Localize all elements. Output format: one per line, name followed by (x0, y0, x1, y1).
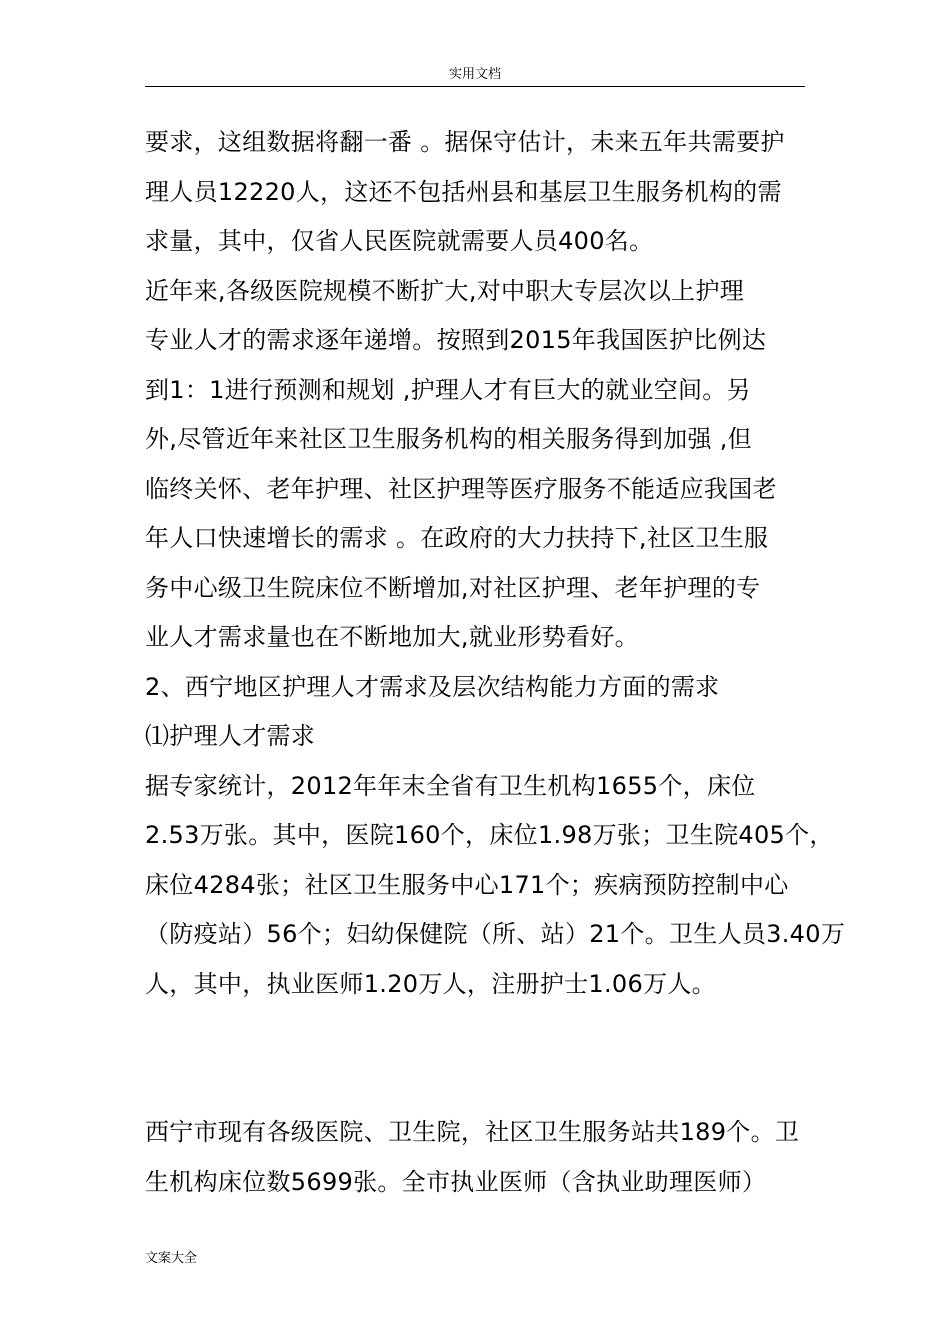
text-line: 专业人才的需求逐年递增。按照到2015年我国医护比例达 (145, 326, 767, 354)
page-footer (145, 1247, 197, 1266)
text-line: 临终关怀、老年护理、社区护理等医疗服务不能适应我国老 (145, 474, 777, 503)
footer-text: 文案大全 (145, 1251, 198, 1266)
paragraph-2 (145, 267, 810, 663)
document-body (145, 118, 846, 1207)
text-line: （防疫站）56个；妇幼保健院（所、站）21个。卫生人员3.40万 (145, 920, 846, 948)
page-header (145, 64, 805, 87)
header-title: 实用文档 (448, 67, 501, 82)
text-line: 务中心级卫生院床位不断增加,对社区护理、老年护理的专 (145, 573, 761, 602)
text-line: 床位4284张；社区卫生服务中心171个；疾病预防控制中心 (145, 870, 789, 899)
text-line: 要求，这组数据将翻一番 。据保守估计，未来五年共需要护 (145, 128, 785, 156)
text-line: 到1：1进行预测和规划 ,护理人才有巨大的就业空间。另 (145, 375, 751, 404)
paragraph-3 (145, 762, 846, 1010)
text-line: 生机构床位数5699张。全市执业医师（含执业助理医师） (145, 1167, 767, 1196)
text-line: 人，其中，执业医师1.20万人，注册护士1.06万人。 (145, 969, 716, 998)
text-line: 外,尽管近年来社区卫生服务机构的相关服务得到加强 ,但 (145, 425, 752, 453)
text-line: 2.53万张。其中，医院160个，床位1.98万张；卫生院405个， (145, 821, 834, 849)
text-line: 西宁市现有各级医院、卫生院，社区卫生服务站共189个。卫 (145, 1118, 800, 1146)
subsection-heading: ⑴护理人才需求 (145, 722, 316, 750)
blank-gap (145, 1009, 810, 1108)
text-line: 业人才需求量也在不断地加大,就业形势看好。 (145, 623, 639, 651)
paragraph-4 (145, 1108, 810, 1207)
paragraph-1 (145, 118, 810, 267)
text-line: 据专家统计，2012年年末全省有卫生机构1655个，床位 (145, 771, 756, 800)
text-line: 求量，其中，仅省人民医院就需要人员400名。 (145, 227, 654, 255)
text-line: 近年来,各级医院规模不断扩大,对中职大专层次以上护理 (145, 276, 745, 305)
text-line: 理人员12220人，这还不包括州县和基层卫生服务机构的需 (145, 177, 782, 206)
section-heading: 2、西宁地区护理人才需求及层次结构能力方面的需求 (145, 672, 720, 701)
text-line: 年人口快速增长的需求 。在政府的大力扶持下,社区卫生服 (145, 524, 769, 552)
